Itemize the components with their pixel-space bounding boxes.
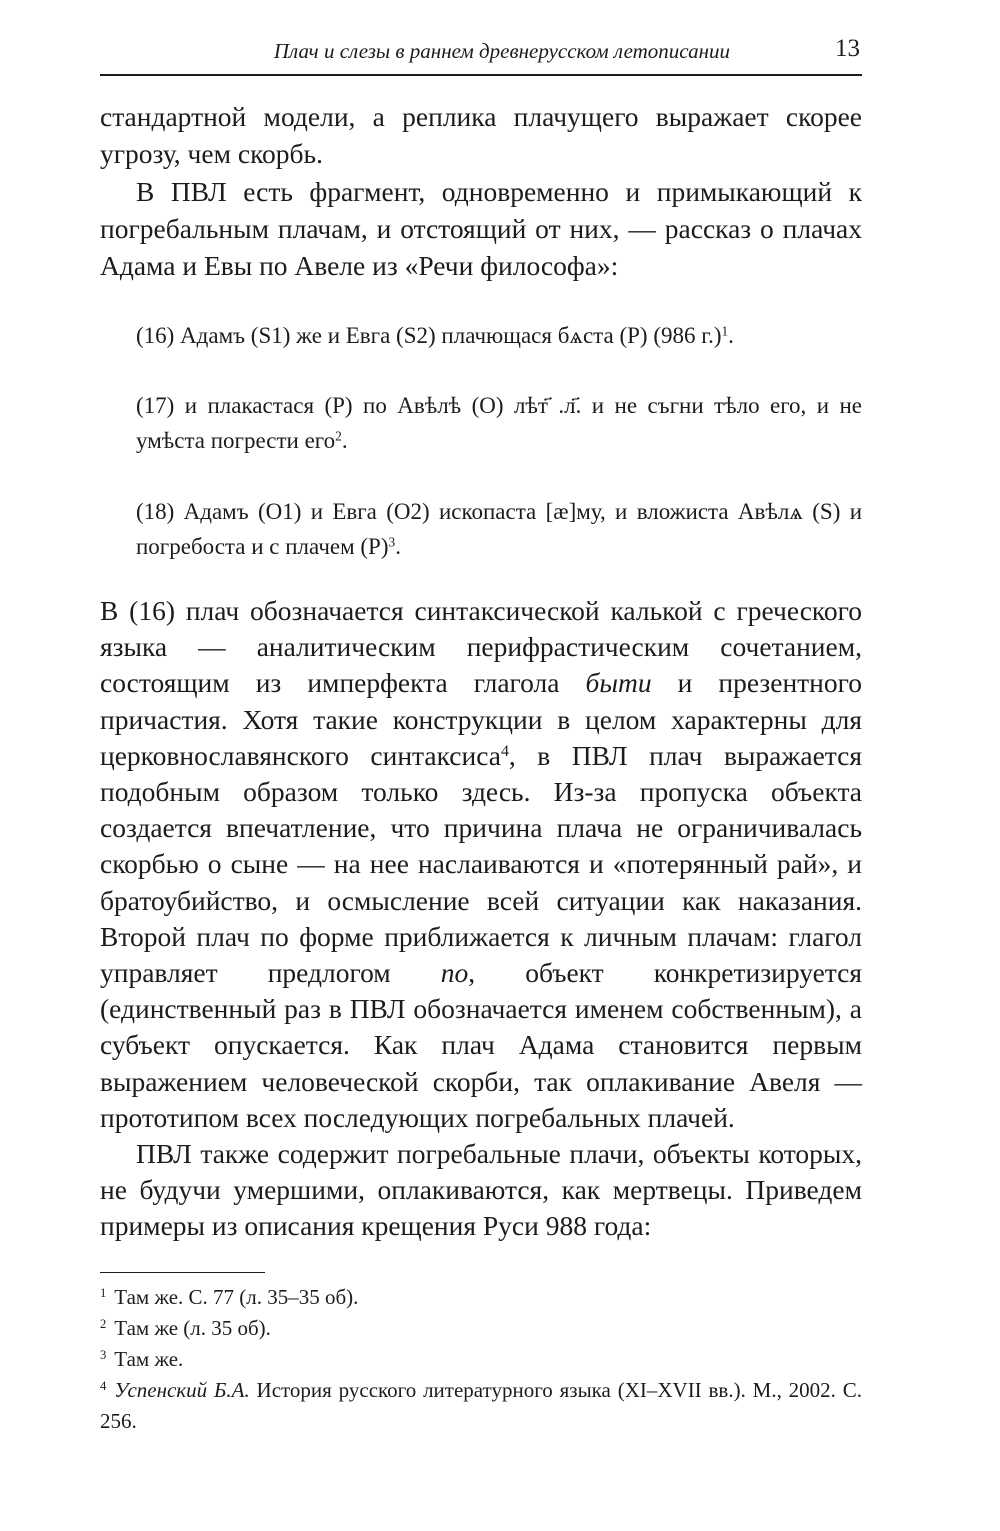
footnote-1 xyxy=(100,1282,862,1313)
italic-term: быти xyxy=(585,667,652,699)
text-run: В (16) плач обозначается синтаксической калькой с греческого языка — аналитическим перифрастическим сочетанием, состоящим из имперфекта глагола xyxy=(100,595,862,699)
footnote-3 xyxy=(100,1344,862,1375)
text-run: , объект конкретизируется (единственный раз в ПВЛ обозначается именем собственным), а субъект опускается. Как плач Адама становится первым выражением человеческой скорби, так оплакивание Авеля — прототипом всех последующих погребальных плачей. xyxy=(100,957,863,1133)
example-16: (16) Адамъ (S1) же и Евга (S2) плачющася бѧста (P) (986 г.)$^1$. xyxy=(136,323,734,348)
footnote-text: Там же (л. 35 об). xyxy=(114,1316,271,1340)
footnote-number: 2 xyxy=(100,1317,107,1332)
example-18: (18) Адамъ (O1) и Евга (O2) ископаста [æ]му, и вложиста Авѣлѧ (S) и погребоста и с плачем $(P)^3$. xyxy=(136,499,862,559)
paragraph-4: ПВЛ также содержит погребальные плачи, объекты которых, не будучи умершими, оплакиваются, как мертвецы. Приведем примеры из описания крещения Руси 988 года: xyxy=(100,1138,862,1242)
footnote-separator xyxy=(100,1272,265,1273)
page-number: 13 xyxy=(835,35,860,62)
footnote-author: Успенский Б.А. xyxy=(114,1378,250,1402)
text-run: и презентного причастия. Хотя такие конструкции в целом характерны для церковнославянского синтаксиса xyxy=(100,667,862,771)
example-17: (17) и плакастася (P) по Авѣлѣ (O) лѣт҃ .л҃. и не съгни тѣло его, и не умѣста погрести его$^2$. xyxy=(136,393,862,453)
footnote-ref: 2 xyxy=(335,428,342,444)
example-text: (17) и плакастася (P) по Авѣлѣ (O) лѣт҃ .л҃. и не съгни тѣло его, и не умѣста погрести его xyxy=(136,393,862,453)
footnote-number: 3 xyxy=(100,1348,107,1363)
italic-term: по xyxy=(440,957,469,989)
footnote-number: 1 xyxy=(100,1286,107,1301)
paragraph-3 xyxy=(100,593,862,1136)
body-text-bottom xyxy=(100,593,862,1245)
footnote-text: Там же. С. 77 (л. 35–35 об). xyxy=(114,1285,359,1309)
footnote-text: Там же. xyxy=(114,1347,184,1371)
footnote-ref: 4 xyxy=(500,743,509,761)
running-head-title: Плач и слезы в раннем древнерусском летописании xyxy=(273,39,730,63)
footnote-4 xyxy=(100,1375,862,1437)
paragraph-1: стандартной модели, а реплика плачущего выражает скорее угрозу, чем скорбь. xyxy=(100,101,862,170)
footnote-ref: 1 xyxy=(721,323,729,339)
example-text: (18) Адамъ (O1) и Евга (O2) ископаста [æ]му, и вложиста Авѣлѧ (S) и погребоста и с плачем (P) xyxy=(136,499,862,559)
example-text: (16) Адамъ (S1) же и Евга (S2) плачющася бѧста (P) (986 г.) xyxy=(136,323,722,348)
running-head xyxy=(100,30,862,76)
footnote-2 xyxy=(100,1313,862,1344)
footnote-text: История русского литературного языка (XI–XVII вв.). М., 2002. С. 256. xyxy=(100,1378,862,1433)
paragraph-2: В ПВЛ есть фрагмент, одновременно и примыкающий к погребальным плачам, и отстоящий от них, — рассказ о плачах Адама и Евы по Авеле из «Речи философа»: xyxy=(100,175,862,282)
book-page xyxy=(100,0,862,1531)
footnote-ref: 3 xyxy=(388,534,396,550)
text-run: , в ПВЛ плач выражается подобным образом только здесь. Из-за пропуска объекта создается впечатление, что причина плача не ограничивалась скорбью о сыне — на нее наслаиваются и «потерянный рай», и братоубийство, и осмысление всей ситуации как наказания. Второй плач по форме приближается к личным плачам: глагол управляет предлогом xyxy=(100,739,862,989)
body-text-top xyxy=(100,98,862,284)
footnotes xyxy=(100,1282,862,1437)
footnote-number: 4 xyxy=(100,1379,107,1394)
